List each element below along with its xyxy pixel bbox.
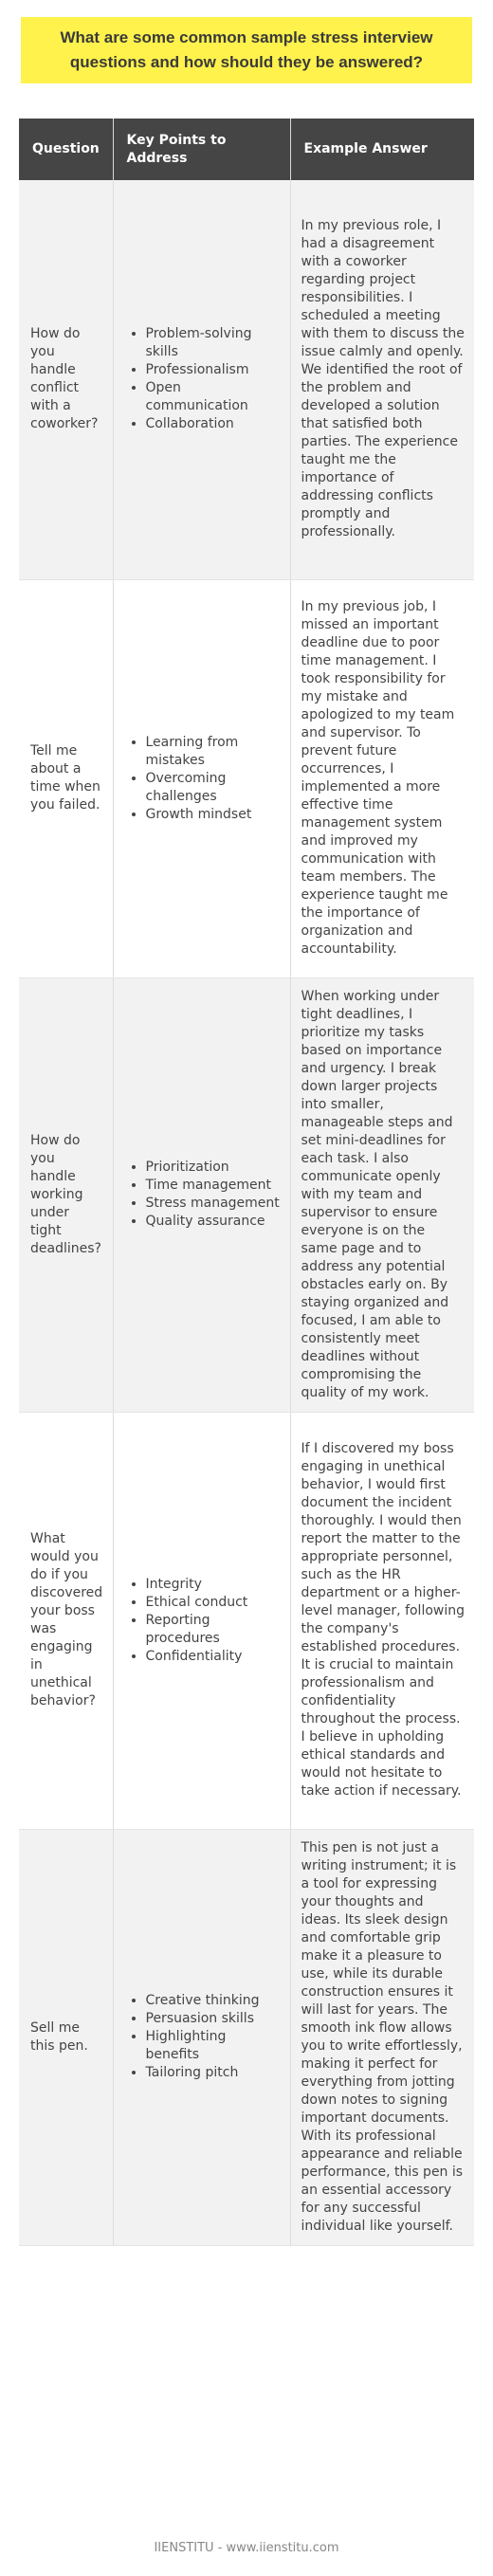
column-header-question: Question xyxy=(19,119,113,180)
key-points-list xyxy=(125,1159,281,1231)
key-point: • Growth mindset xyxy=(146,806,281,824)
page-title: What are some common sample stress interview questions and how should they be answered? xyxy=(60,28,433,71)
key-points-cell xyxy=(113,1412,290,1829)
column-header-key-points: Key Points to Address xyxy=(113,119,290,180)
key-point: • Learning from mistakes xyxy=(146,734,281,770)
header-row xyxy=(19,119,474,180)
key-point: • Persuasion skills xyxy=(146,2010,281,2028)
answer-cell: In my previous role, I had a disagreement with a coworker regarding project responsibilities. I scheduled a meeting with them to discuss the issue calmly and openly. We identified the root of the problem and developed a solution that satisfied both parties. The experience taught me the importance of addressing conflicts promptly and professionally. xyxy=(290,180,474,579)
key-point: • Problem-solving skills xyxy=(146,325,281,361)
key-point: • Creative thinking xyxy=(146,1992,281,2010)
table-row xyxy=(19,1829,474,2245)
key-point: • Prioritization xyxy=(146,1159,281,1177)
table-row xyxy=(19,977,474,1412)
question-cell: Sell me this pen. xyxy=(19,1829,113,2245)
key-points-list xyxy=(125,1992,281,2082)
key-point: • Professionalism xyxy=(146,361,281,379)
key-points-list xyxy=(125,325,281,433)
column-header-example-answer: Example Answer xyxy=(290,119,474,180)
answer-cell: If I discovered my boss engaging in unethical behavior, I would first document the incident thoroughly. I would then report the matter to the appropriate personnel, such as the HR department or a higher-level manager, following the company's established procedures. It is crucial to maintain professionalism and confidentiality throughout the process. I believe in upholding ethical standards and would not hesitate to take action if necessary. xyxy=(290,1412,474,1829)
key-points-cell xyxy=(113,579,290,977)
key-points-cell xyxy=(113,1829,290,2245)
key-points-cell xyxy=(113,977,290,1412)
table-row xyxy=(19,579,474,977)
question-cell: What would you do if you discovered your boss was engaging in unethical behavior? xyxy=(19,1412,113,1829)
table-row xyxy=(19,1412,474,1829)
key-point: • Reporting procedures xyxy=(146,1612,281,1648)
key-point: • Integrity xyxy=(146,1576,281,1594)
key-point: • Overcoming challenges xyxy=(146,770,281,806)
key-point: • Ethical conduct xyxy=(146,1594,281,1612)
answer-cell: In my previous job, I missed an important deadline due to poor time management. I took responsibility for my mistake and apologized to my team and supervisor. To prevent future occurrences, I implemented a more effective time management system and improved my communication with team members. The experience taught me the importance of organization and accountability. xyxy=(290,579,474,977)
question-cell: How do you handle working under tight deadlines? xyxy=(19,977,113,1412)
key-point: • Quality assurance xyxy=(146,1213,281,1231)
key-points-list xyxy=(125,734,281,824)
key-point: • Time management xyxy=(146,1177,281,1195)
footer-credit: IIENSTITU - www.iienstitu.com xyxy=(154,2541,339,2555)
key-points-list xyxy=(125,1576,281,1666)
table-header xyxy=(19,119,474,180)
answer-cell: When working under tight deadlines, I prioritize my tasks based on importance and urgency. I break down larger projects into smaller, manageable steps and set mini-deadlines for each task. I also communicate openly with my team and supervisor to ensure everyone is on the same page and to address any potential obstacles early on. By staying organized and focused, I am able to consistently meet deadlines without compromising the quality of my work. xyxy=(290,977,474,1412)
table-row xyxy=(19,180,474,579)
answer-cell: This pen is not just a writing instrument; it is a tool for expressing your thoughts and ideas. Its sleek design and comfortable grip make it a pleasure to use, while its durable construction ensures it will last for years. The smooth ink flow allows you to write effortlessly, making it perfect for everything from jotting down notes to signing important documents. With its professional appearance and reliable performance, this pen is an essential accessory for any successful individual like yourself. xyxy=(290,1829,474,2245)
key-points-cell xyxy=(113,180,290,579)
question-cell: Tell me about a time when you failed. xyxy=(19,579,113,977)
question-cell: How do you handle conflict with a coworker? xyxy=(19,180,113,579)
key-point: • Stress management xyxy=(146,1195,281,1213)
key-point: • Open communication xyxy=(146,379,281,415)
key-point: • Collaboration xyxy=(146,415,281,433)
key-point: • Highlighting benefits xyxy=(146,2028,281,2064)
qa-table xyxy=(19,119,474,2246)
key-point: • Tailoring pitch xyxy=(146,2064,281,2082)
title-banner xyxy=(21,17,472,83)
key-point: • Confidentiality xyxy=(146,1648,281,1666)
